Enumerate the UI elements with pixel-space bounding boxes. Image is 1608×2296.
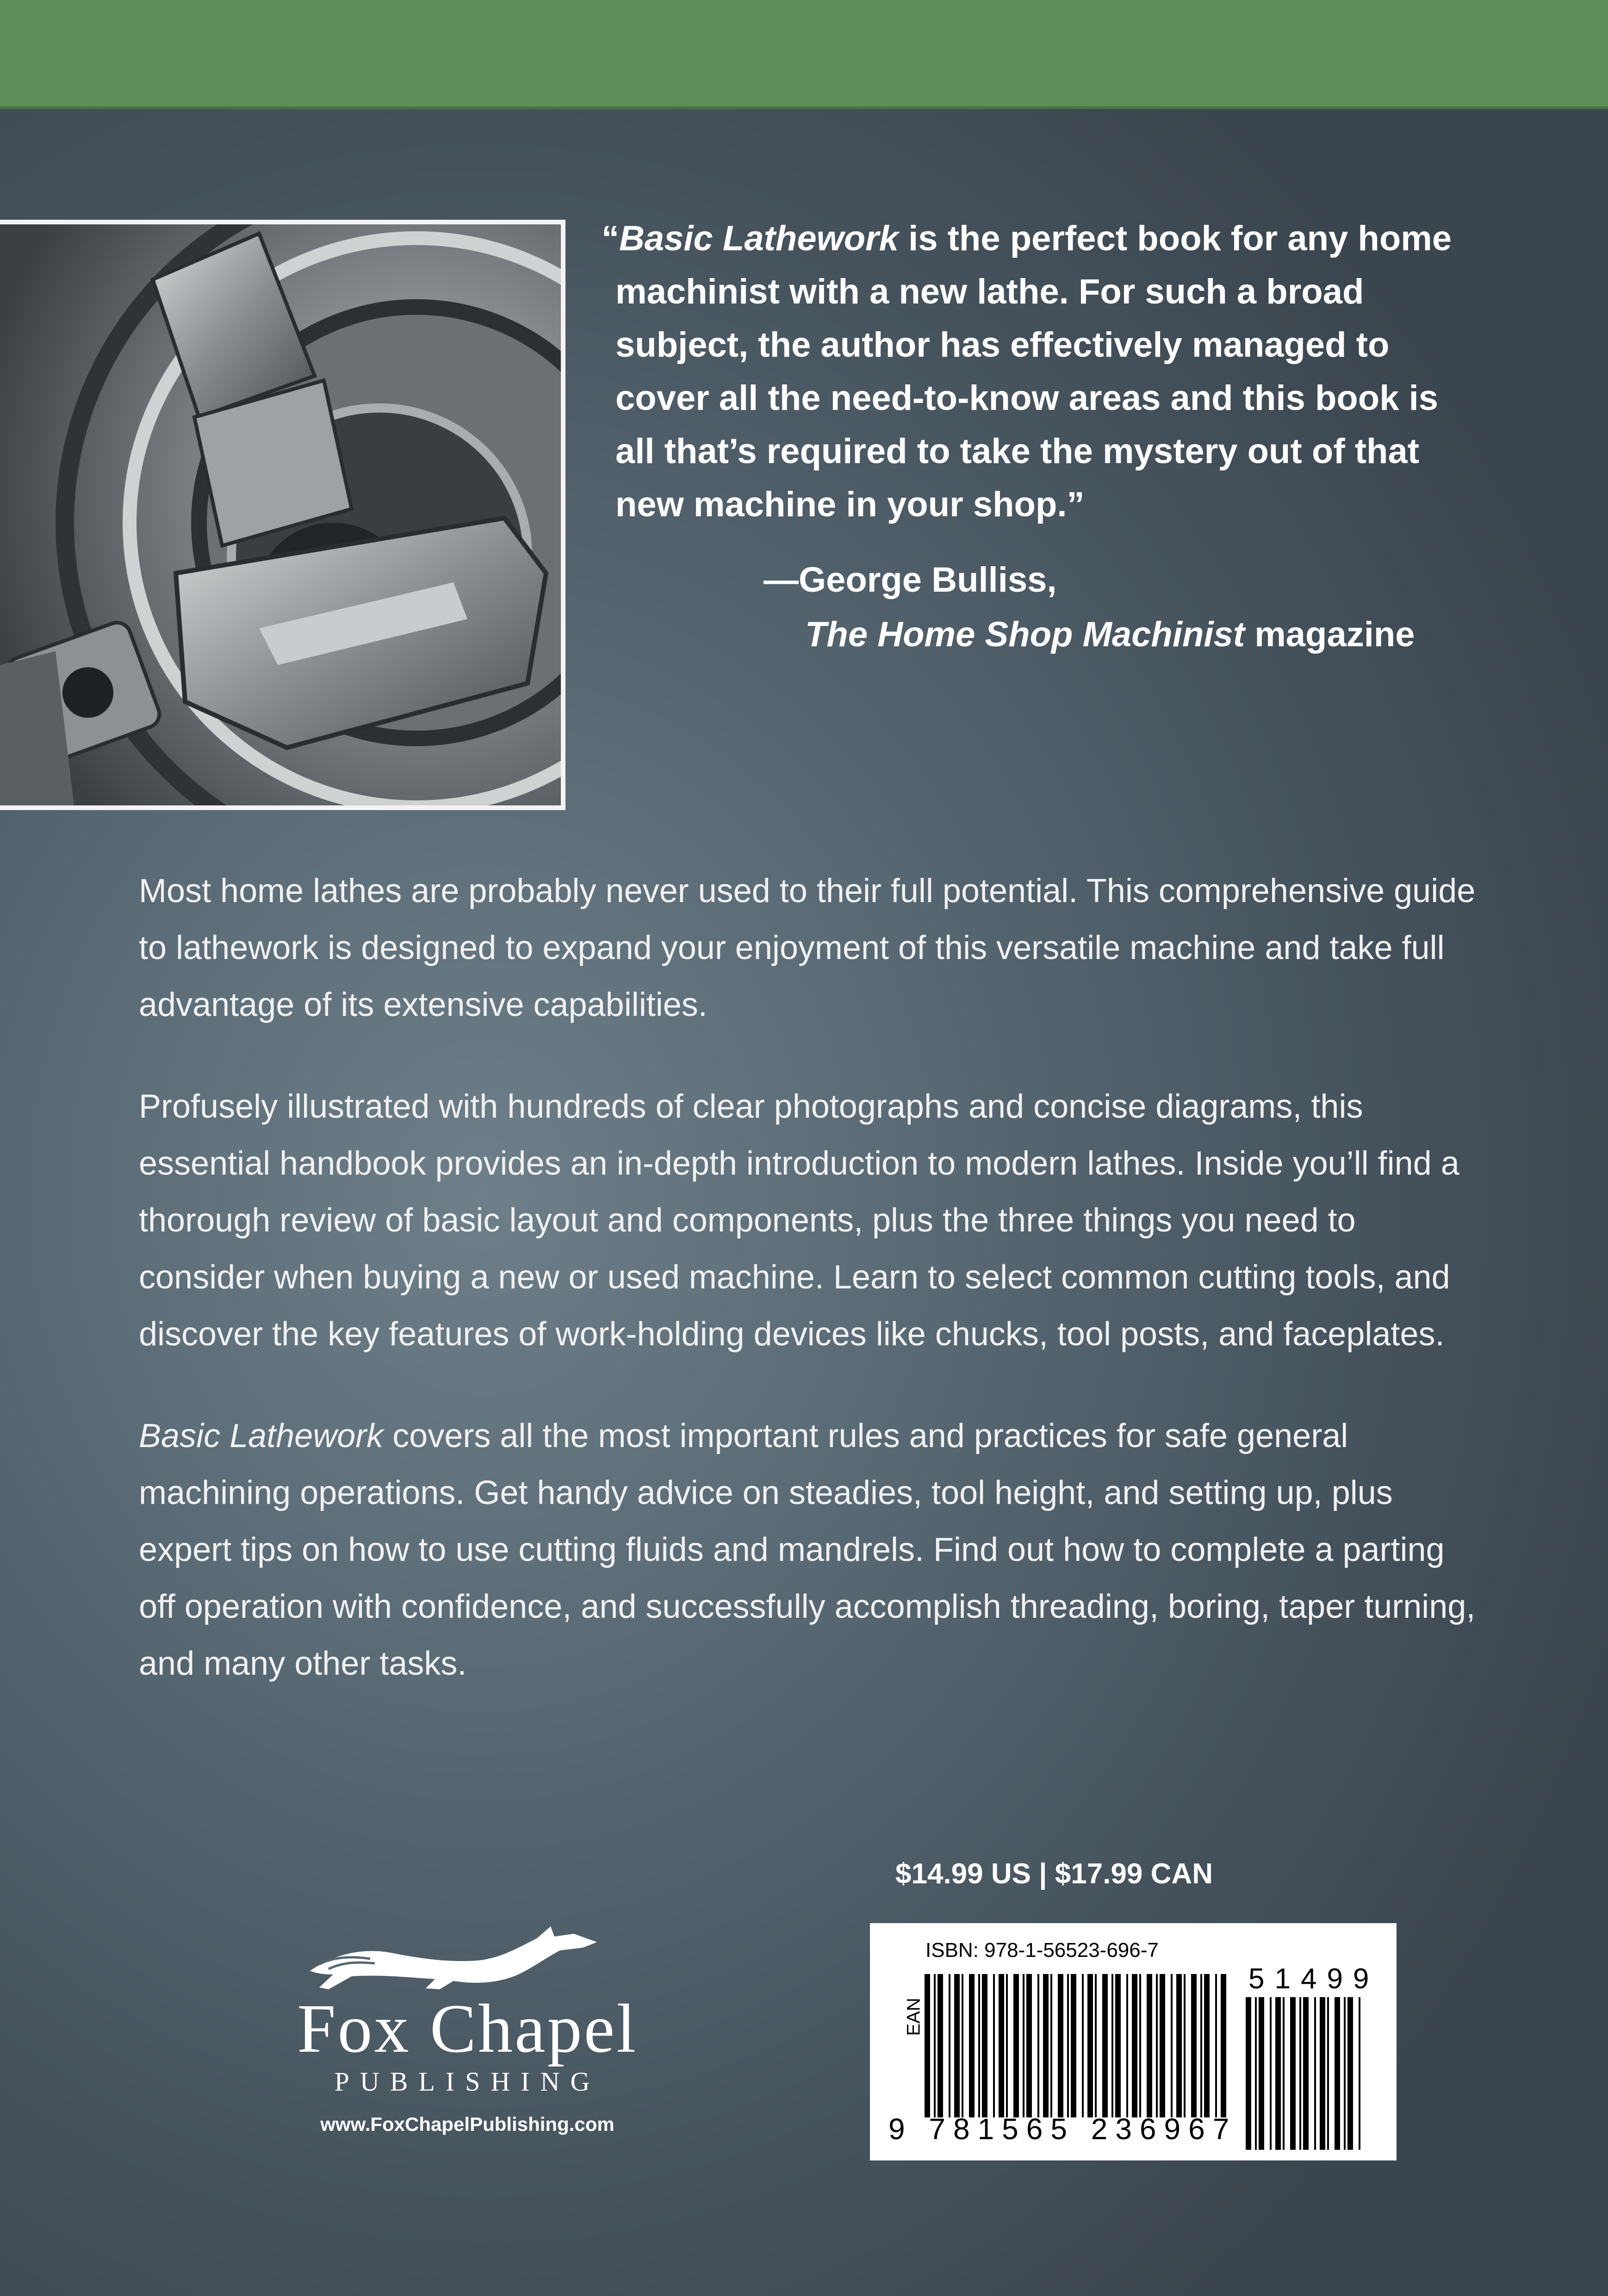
book-description — [139, 863, 1481, 1737]
isbn-barcode — [870, 1923, 1397, 2160]
barcode-bar — [1347, 1997, 1353, 2150]
top-color-band — [0, 0, 1608, 109]
barcode-bar — [999, 1974, 1004, 2117]
barcode-bar — [1132, 1974, 1137, 2117]
barcode-bar — [1204, 1974, 1210, 2117]
fox-logo-icon — [301, 1920, 634, 1994]
barcode-bar — [1102, 1974, 1108, 2117]
barcode-bar — [1026, 1974, 1032, 2117]
barcode-bar — [1139, 1974, 1141, 2117]
barcode-bar — [949, 1974, 950, 2117]
quote-attribution — [764, 553, 1504, 662]
barcode-bar — [1200, 1974, 1202, 2117]
publisher-subtitle: PUBLISHING — [334, 2067, 601, 2097]
barcode-bar — [1259, 1997, 1264, 2150]
quote-body: is the perfect book for any home machinist with a new lathe. For such a broad subject, the author has effectively managed to cover all the need-to-know areas and this book is all that’s required to take the mystery out of that new machine in your shop.” — [615, 219, 1452, 524]
isbn-number: ISBN: 978-1-56523-696-7 — [925, 1939, 1159, 1962]
barcode-bar — [1147, 1974, 1152, 2117]
barcode-bar — [1275, 1997, 1281, 2150]
barcode-bar — [1037, 1974, 1039, 2117]
barcode-bar — [1303, 1997, 1309, 2150]
barcode-bar — [1359, 1997, 1360, 2150]
barcode-bar — [1270, 1997, 1272, 2150]
barcode-bar — [1221, 1974, 1226, 2117]
description-book-title: Basic Lathework — [139, 1417, 384, 1454]
description-paragraph-2: Profusely illustrated with hundreds of clear photographs and concise diagrams, this essential handbook provides an in-depth introduction to modern lathes. Inside you’ll find a thorough review of basic layout and components, plus the three things you need to consider when buying a new or used machine. Learn to select common cutting tools, and discover the key features of work-holding devices like chucks, tool posts, and faceplates. — [139, 1088, 1459, 1353]
barcode-bar — [1111, 1974, 1113, 2117]
barcode-bar — [1255, 1997, 1257, 2150]
barcode-bar — [1160, 1974, 1165, 2117]
barcode-bar — [934, 1974, 936, 2117]
barcode-bar — [1314, 1997, 1316, 2150]
publisher-name: Fox Chapel — [297, 1990, 638, 2067]
barcode-bar — [1283, 1997, 1285, 2150]
barcode-bar — [1058, 1974, 1063, 2117]
barcode-bar — [1006, 1974, 1008, 2117]
barcode-bar — [1191, 1974, 1197, 2117]
barcode-bar — [1013, 1974, 1019, 2117]
quote-book-title: Basic Lathework — [619, 219, 899, 258]
barcode-bar — [1290, 1997, 1296, 2150]
barcode-bar — [978, 1974, 980, 2117]
barcode-bar — [1299, 1997, 1301, 2150]
publisher-url[interactable]: www.FoxChapelPublishing.com — [320, 2113, 615, 2135]
barcode-bar — [1095, 1974, 1097, 2117]
description-paragraph-1: Most home lathes are probably never used to their full potential. This comprehensive guide to lathework is designed to expand your enjoyment of this versatile machine and take full advantage of its extensive capabilities. — [139, 873, 1476, 1023]
barcode-bar — [1087, 1974, 1093, 2117]
barcode-bar — [1335, 1997, 1340, 2150]
quote-open-mark: “ — [602, 219, 619, 258]
attribution-magazine-title: The Home Shop Machinist — [805, 615, 1245, 654]
barcode-bar — [1184, 1974, 1186, 2117]
lathe-chuck-photo — [0, 220, 565, 810]
barcode-bar — [1126, 1974, 1128, 2117]
price-label: $14.99 US | $17.99 CAN — [895, 1858, 1213, 1890]
barcode-bar — [1067, 1974, 1069, 2117]
description-paragraph-3-body: covers all the most important rules and practices for safe general machining operations. Get handy advice on steadies, tool height, and setting up, plus expert tips on how to use cutting fluids and mandrels. Find out how to complete a parting off operation with confidence, and successfully accomplish threading, boring, taper turning, and many other tasks. — [139, 1417, 1476, 1682]
barcode-bar — [1246, 1997, 1251, 2150]
description-paragraph-3 — [139, 1408, 1481, 1692]
barcode-bar — [1215, 1974, 1217, 2117]
barcode-bar — [969, 1974, 975, 2117]
barcode-bar — [1320, 1997, 1325, 2150]
barcode-bar — [1071, 1974, 1076, 2117]
ean-label: EAN — [903, 1998, 924, 2036]
barcode-addon-digits: 51499 — [1248, 1963, 1379, 1995]
barcode-bar — [962, 1974, 963, 2117]
barcode-bar — [1115, 1974, 1121, 2117]
barcode-digits: 9 781565 236967 — [888, 2112, 1237, 2146]
barcode-bar — [993, 1974, 995, 2117]
publisher-block — [278, 1920, 657, 2135]
barcode-bar — [1082, 1974, 1084, 2117]
barcode-bar — [1171, 1974, 1173, 2117]
barcode-bar — [1344, 1997, 1346, 2150]
barcode-bar — [1327, 1997, 1329, 2150]
barcode-bar — [1050, 1974, 1052, 2117]
barcode-bar — [1156, 1974, 1158, 2117]
barcode-bar — [937, 1974, 943, 2117]
barcode-bar — [954, 1974, 960, 2117]
barcode-bar — [925, 1974, 930, 2117]
barcode-bar — [982, 1974, 987, 2117]
barcode-bar — [1176, 1974, 1182, 2117]
attribution-publication — [764, 607, 1504, 662]
attribution-suffix: magazine — [1245, 615, 1415, 654]
barcode-bar — [1023, 1974, 1024, 2117]
attribution-name: —George Bulliss, — [764, 560, 1057, 600]
barcode-bar — [1043, 1974, 1049, 2117]
endorsement-quote — [602, 212, 1481, 531]
